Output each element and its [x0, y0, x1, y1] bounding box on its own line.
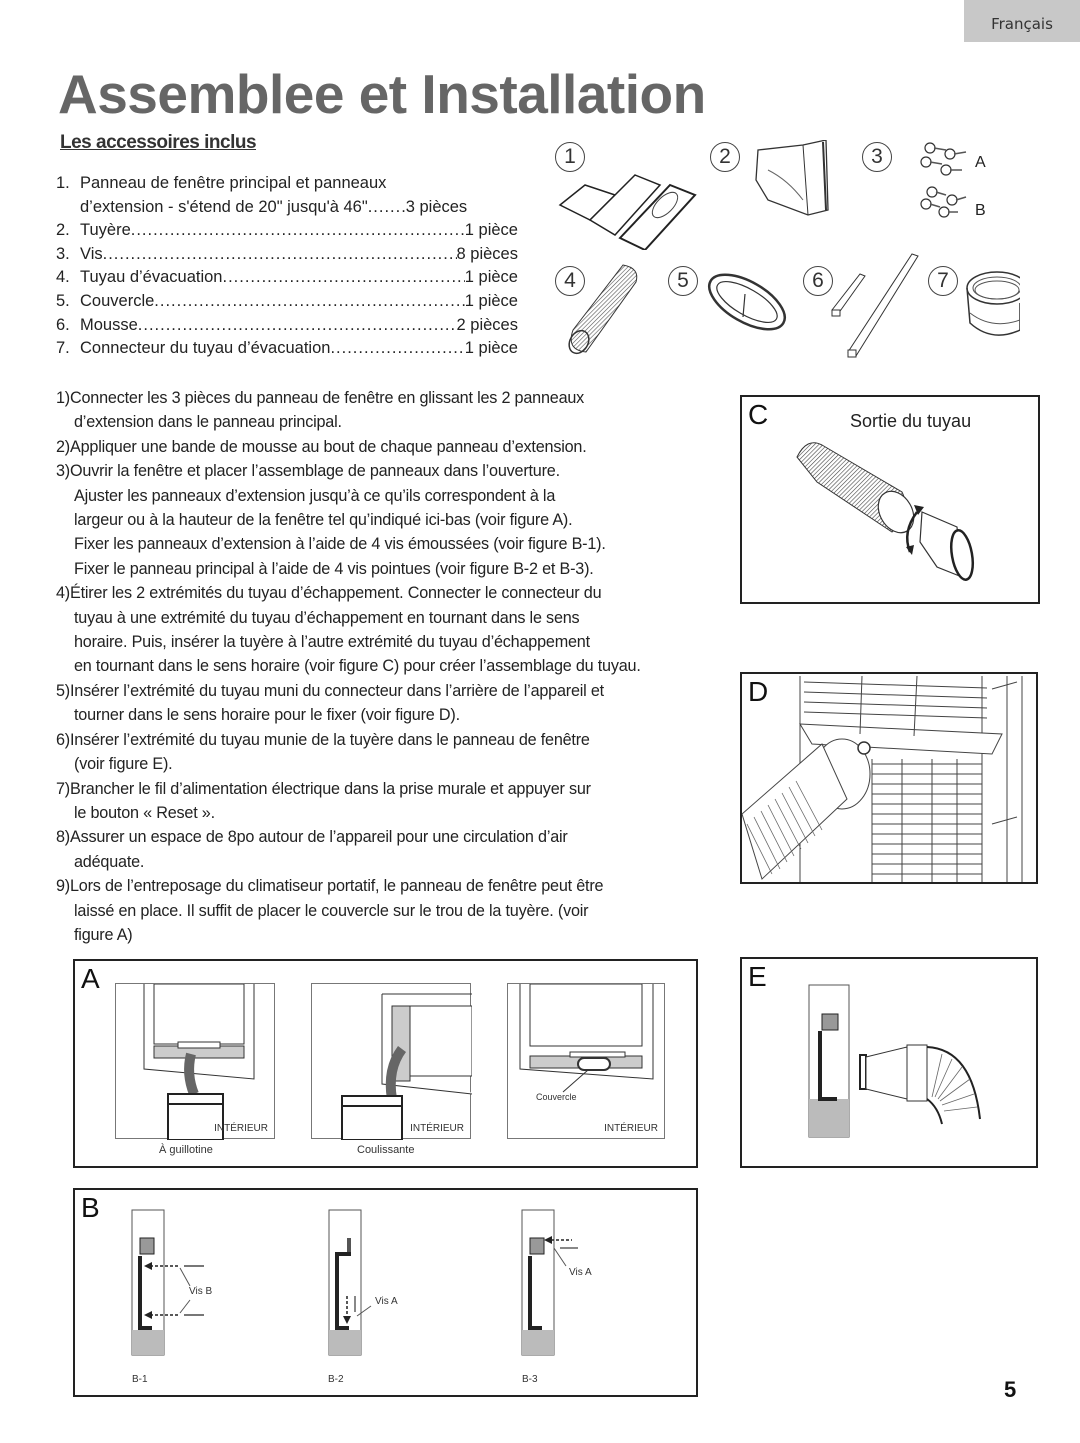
step-line: laissé en place. Il suffit de placer le couvercle sur le trou de la tuyère. (voir [74, 901, 589, 920]
accessory-item [56, 314, 518, 338]
figure-letter: E [748, 961, 767, 992]
instruction-step [56, 386, 736, 435]
instruction-steps [56, 386, 736, 947]
panel-caption: À guillotine [159, 1144, 213, 1156]
item-label: Tuyau d’évacuation [80, 268, 223, 287]
language-tab: Français [964, 0, 1080, 42]
accessory-item [56, 266, 518, 290]
step-line: (voir figure E). [74, 755, 173, 774]
item-label: Connecteur du tuyau d’évacuation [80, 339, 331, 358]
window-cover-icon [508, 984, 666, 1140]
step-line: Lors de l’entreposage du climatiseur portatif, le panneau de fenêtre peut être [70, 877, 604, 896]
unit-rear-hose-icon [742, 674, 1038, 884]
hose-nozzle-assembly-icon [792, 437, 992, 587]
panel-caption: B-2 [328, 1374, 344, 1385]
item-quantity: 1 pièce [464, 268, 518, 287]
interior-label: INTÉRIEUR [214, 1123, 268, 1134]
figure-letter: C [748, 399, 769, 430]
item-label: Couvercle [80, 291, 155, 310]
step-line: Appliquer une bande de mousse au bout de chaque panneau d’extension. [70, 437, 587, 456]
step-line: Ajuster les panneaux d’extension jusqu’à ce qu’ils correspondent à la [74, 486, 556, 505]
exhaust-hose-icon [558, 260, 648, 360]
leader-dots [330, 337, 464, 361]
instruction-step [56, 728, 736, 777]
instruction-step [56, 777, 736, 826]
accessory-item [56, 290, 518, 314]
instruction-step [56, 459, 736, 581]
item-quantity: 8 pièces [456, 244, 518, 263]
step-line: Insérer l’extrémité du tuyau munie de la tuyère dans le panneau de fenêtre [70, 730, 590, 749]
item-number [56, 196, 80, 220]
figure-a [73, 959, 698, 1168]
sliding-window-icon [312, 984, 472, 1140]
step-number: 2) [56, 437, 70, 456]
instruction-step [56, 874, 736, 947]
item-label: Tuyère [80, 221, 131, 240]
screw-label-a: A [975, 154, 986, 171]
accessory-item [56, 172, 518, 196]
step-line: Fixer le panneau principal à l’aide de 4 vis pointues (voir figure B-2 et B-3). [74, 559, 594, 578]
accessory-item [56, 196, 518, 220]
step-line: figure A) [74, 925, 133, 944]
step-line: Brancher le fil d’alimentation électrique dans la prise murale et appuyer sur [70, 779, 591, 798]
section-subtitle: Les accessoires inclus [60, 132, 257, 153]
instruction-step [56, 679, 736, 728]
accessory-item [56, 337, 518, 361]
item-label: Mousse [80, 315, 138, 334]
step-line: en tournant dans le sens horaire (voir figure C) pour créer l’assemblage du tuyau. [74, 657, 641, 676]
item-quantity: 1 pièce [464, 291, 518, 310]
item-number: 4. [56, 268, 70, 287]
part-number: 6 [803, 266, 833, 296]
item-number: 6. [56, 315, 70, 334]
item-label: d’extension - s'étend de 20" jusqu'à 46" [80, 197, 368, 216]
screw-label-b: B [975, 202, 986, 219]
item-quantity: 3 pièces [405, 197, 468, 216]
item-number: 5. [56, 291, 70, 310]
panel-caption: B-1 [132, 1374, 148, 1385]
leader-dots [131, 219, 465, 243]
accessory-item [56, 219, 518, 243]
step-number: 6) [56, 730, 70, 749]
cover-callout: Couvercle [536, 1092, 577, 1102]
interior-label: INTÉRIEUR [604, 1123, 658, 1134]
step-number: 3) [56, 462, 70, 481]
step-number: 5) [56, 681, 70, 700]
leader-dots [154, 290, 464, 314]
figure-d [740, 672, 1038, 884]
step-line: horaire. Puis, insérer la tuyère à l’autre extrémité du tuyau d’échappement [74, 633, 590, 652]
fastening-b2-icon [327, 1208, 427, 1360]
interior-label: INTÉRIEUR [410, 1123, 464, 1134]
step-line: Ouvrir la fenêtre et placer l’assemblage de panneaux dans l’ouverture. [70, 462, 560, 481]
step-line: Connecter les 3 pièces du panneau de fenêtre en glissant les 2 panneaux [70, 389, 585, 407]
window-panel-sliding [311, 983, 471, 1139]
part-number: 1 [555, 142, 585, 172]
part-number: 3 [862, 142, 892, 172]
step-line: Insérer l’extrémité du tuyau muni du connecteur dans l’arrière de l’appareil et [70, 681, 604, 700]
screws-icon [918, 140, 973, 225]
figure-letter: D [748, 676, 769, 707]
instruction-step [56, 581, 736, 679]
cover-icon [705, 262, 790, 342]
part-number: 2 [710, 142, 740, 172]
item-quantity: 2 pièces [456, 315, 518, 334]
step-number: 8) [56, 828, 70, 847]
leader-dots [103, 243, 457, 267]
page-number: 5 [1004, 1377, 1017, 1402]
leader-dots [222, 266, 464, 290]
step-line: adéquate. [74, 852, 145, 871]
part-number: 4 [555, 266, 585, 296]
panel-caption: B-3 [522, 1374, 538, 1385]
window-insert-nozzle-icon [742, 959, 1040, 1170]
figure-letter: A [81, 963, 100, 994]
figure-letter: B [81, 1192, 100, 1223]
foam-strips-icon [830, 252, 925, 362]
instruction-step [56, 825, 736, 874]
item-number: 1. [56, 174, 70, 192]
screw-callout: Vis B [189, 1286, 213, 1297]
item-quantity: 1 pièce [464, 339, 518, 358]
step-number: 1) [56, 389, 70, 407]
hose-connector-icon [962, 268, 1020, 343]
sash-window-icon [116, 984, 276, 1140]
figure-e [740, 957, 1038, 1168]
item-label: Panneau de fenêtre principal et panneaux [80, 174, 387, 192]
step-line: d’extension dans le panneau principal. [74, 413, 342, 432]
item-number: 7. [56, 339, 70, 358]
leader-dots [138, 314, 457, 338]
fastening-b1-icon [130, 1208, 240, 1360]
screw-callout: Vis A [569, 1267, 592, 1278]
panel-caption: Coulissante [357, 1144, 415, 1156]
leader-dots [368, 196, 406, 220]
nozzle-icon [748, 140, 833, 220]
window-panels-icon [555, 150, 705, 250]
step-number: 7) [56, 779, 70, 798]
step-line: Fixer les panneaux d’extension à l’aide de 4 vis émoussées (voir figure B-1). [74, 535, 606, 554]
figure-caption: Sortie du tuyau [850, 411, 972, 431]
step-line: tourner dans le sens horaire pour le fixer (voir figure D). [74, 706, 460, 725]
fastening-b3-icon [520, 1208, 620, 1360]
part-number: 7 [928, 266, 958, 296]
figure-c [740, 395, 1040, 604]
step-line: tuyau à une extrémité du tuyau d’échappement en tournant dans le sens [74, 608, 580, 627]
item-quantity: 1 pièce [464, 221, 518, 240]
screw-callout: Vis A [375, 1296, 398, 1307]
item-number: 2. [56, 221, 70, 240]
item-label: Vis [80, 244, 103, 263]
step-number: 4) [56, 584, 70, 603]
step-number: 9) [56, 877, 70, 896]
part-number: 5 [668, 266, 698, 296]
window-panel-cover [507, 983, 665, 1139]
step-line: Étirer les 2 extrémités du tuyau d’échappement. Connecter le connecteur du [70, 584, 602, 603]
page-title: Assemblee et Installation [58, 63, 706, 125]
figure-b [73, 1188, 698, 1397]
accessories-list [56, 172, 518, 361]
step-line: le bouton « Reset ». [74, 803, 215, 822]
step-line: Assurer un espace de 8po autour de l’appareil pour une circulation d’air [70, 828, 568, 847]
accessory-item [56, 243, 518, 267]
window-panel-guillotine [115, 983, 275, 1139]
item-number: 3. [56, 244, 70, 263]
step-line: largeur ou à la hauteur de la fenêtre tel qu’indiqué ici-bas (voir figure A). [74, 511, 573, 530]
instruction-step [56, 435, 736, 459]
